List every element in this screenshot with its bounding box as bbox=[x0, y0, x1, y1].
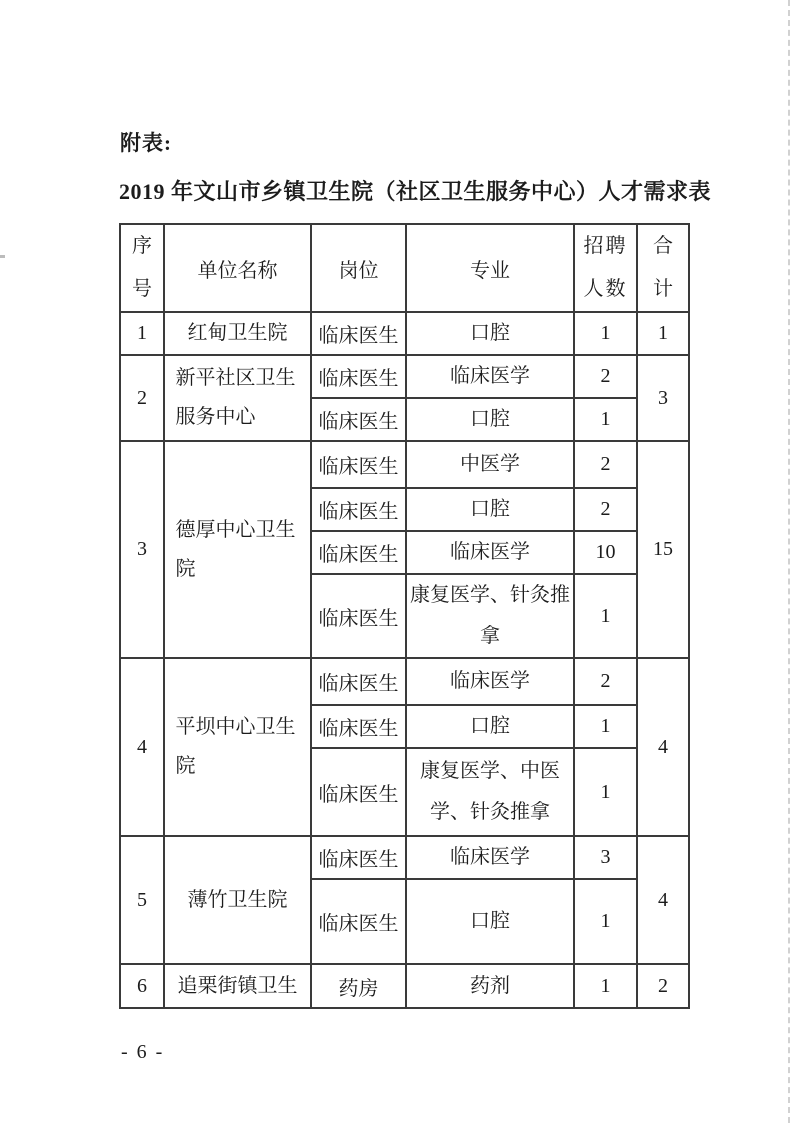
major-name: 口腔 bbox=[470, 408, 510, 430]
cell-index: 4 bbox=[120, 658, 164, 836]
header-cell-total bbox=[637, 224, 689, 312]
cell-unit bbox=[164, 964, 311, 1008]
cell-major bbox=[406, 836, 574, 879]
header-cell-major bbox=[406, 224, 574, 312]
table-row bbox=[120, 312, 689, 355]
major-name: 康复医学、中医学、针灸推拿 bbox=[420, 760, 560, 823]
cell-total: 15 bbox=[637, 441, 689, 658]
header-major-label: 专业 bbox=[470, 259, 510, 282]
table-row bbox=[120, 355, 689, 398]
header-cell-position bbox=[311, 224, 406, 312]
cell-position: 临床医生 bbox=[311, 441, 406, 488]
unit-name: 薄竹卫生院 bbox=[187, 888, 288, 911]
major-name: 临床医学 bbox=[450, 365, 530, 387]
header-cell-index bbox=[120, 224, 164, 312]
header-cell-unit bbox=[164, 224, 311, 312]
header-unit-label: 单位名称 bbox=[197, 259, 278, 282]
cell-unit bbox=[164, 312, 311, 355]
major-name: 口腔 bbox=[470, 910, 510, 932]
cell-index: 3 bbox=[120, 441, 164, 658]
cell-count: 2 bbox=[574, 488, 637, 531]
major-name: 临床医学 bbox=[450, 846, 530, 868]
cell-index: 6 bbox=[120, 964, 164, 1008]
cell-major bbox=[406, 488, 574, 531]
cell-count: 1 bbox=[574, 574, 637, 658]
cell-index: 2 bbox=[120, 355, 164, 441]
cell-count: 1 bbox=[574, 312, 637, 355]
header-recruit-count-label: 招聘人数 bbox=[583, 235, 628, 300]
cell-position: 临床医生 bbox=[311, 748, 406, 836]
scan-left-tick-artifact bbox=[0, 255, 5, 258]
major-name: 口腔 bbox=[470, 498, 510, 520]
unit-name: 德厚中心卫生院 bbox=[175, 518, 296, 580]
cell-total: 2 bbox=[637, 964, 689, 1008]
table-row bbox=[120, 964, 689, 1008]
cell-position: 临床医生 bbox=[311, 658, 406, 705]
talent-demand-table bbox=[119, 223, 690, 1009]
major-name: 临床医学 bbox=[450, 670, 530, 692]
cell-position: 药房 bbox=[311, 964, 406, 1008]
page-title: 2019 年文山市乡镇卫生院（社区卫生服务中心）人才需求表 bbox=[119, 179, 712, 204]
cell-count: 1 bbox=[574, 398, 637, 441]
cell-major bbox=[406, 748, 574, 836]
major-name: 临床医学 bbox=[450, 541, 530, 563]
cell-index: 1 bbox=[120, 312, 164, 355]
cell-major bbox=[406, 531, 574, 574]
cell-count: 1 bbox=[574, 964, 637, 1008]
cell-count: 3 bbox=[574, 836, 637, 879]
cell-position: 临床医生 bbox=[311, 531, 406, 574]
cell-count: 2 bbox=[574, 441, 637, 488]
cell-position: 临床医生 bbox=[311, 398, 406, 441]
header-position-label: 岗位 bbox=[338, 259, 379, 282]
cell-total: 4 bbox=[637, 836, 689, 964]
cell-count: 2 bbox=[574, 658, 637, 705]
cell-major bbox=[406, 705, 574, 748]
cell-count: 1 bbox=[574, 879, 637, 964]
unit-name: 新平社区卫生服务中心 bbox=[175, 367, 296, 428]
unit-name: 平坝中心卫生院 bbox=[175, 716, 296, 777]
cell-total: 1 bbox=[637, 312, 689, 355]
cell-position: 临床医生 bbox=[311, 355, 406, 398]
page-number: - 6 - bbox=[121, 1041, 165, 1063]
cell-major bbox=[406, 574, 574, 658]
cell-count: 1 bbox=[574, 705, 637, 748]
cell-position: 临床医生 bbox=[311, 879, 406, 964]
table-row bbox=[120, 441, 689, 488]
major-name: 中医学 bbox=[460, 453, 520, 475]
unit-name: 追栗街镇卫生 bbox=[177, 974, 298, 997]
cell-major bbox=[406, 312, 574, 355]
cell-total: 3 bbox=[637, 355, 689, 441]
table-row bbox=[120, 836, 689, 879]
major-name: 口腔 bbox=[470, 715, 510, 737]
cell-total: 4 bbox=[637, 658, 689, 836]
cell-major bbox=[406, 879, 574, 964]
cell-count: 2 bbox=[574, 355, 637, 398]
cell-major bbox=[406, 398, 574, 441]
table-row bbox=[120, 658, 689, 705]
cell-count: 1 bbox=[574, 748, 637, 836]
cell-major bbox=[406, 355, 574, 398]
scan-edge-artifact bbox=[788, 0, 790, 1123]
table-header-row bbox=[120, 224, 689, 312]
cell-unit bbox=[164, 836, 311, 964]
cell-unit bbox=[164, 355, 311, 441]
attachment-label: 附表: bbox=[120, 131, 172, 155]
cell-index: 5 bbox=[120, 836, 164, 964]
cell-position: 临床医生 bbox=[311, 574, 406, 658]
major-name: 口腔 bbox=[470, 322, 510, 344]
cell-position: 临床医生 bbox=[311, 488, 406, 531]
header-index-label: 序号 bbox=[132, 235, 152, 300]
major-name: 药剂 bbox=[470, 974, 510, 997]
cell-count: 10 bbox=[574, 531, 637, 574]
header-total-label: 合计 bbox=[653, 235, 673, 300]
cell-position: 临床医生 bbox=[311, 705, 406, 748]
cell-major bbox=[406, 658, 574, 705]
cell-position: 临床医生 bbox=[311, 312, 406, 355]
cell-position: 临床医生 bbox=[311, 836, 406, 879]
major-name: 康复医学、针灸推拿 bbox=[410, 584, 570, 647]
cell-major bbox=[406, 964, 574, 1008]
cell-major bbox=[406, 441, 574, 488]
cell-unit bbox=[164, 441, 311, 658]
unit-name: 红甸卫生院 bbox=[187, 322, 288, 344]
cell-unit bbox=[164, 658, 311, 836]
header-cell-recruit-count bbox=[574, 224, 637, 312]
